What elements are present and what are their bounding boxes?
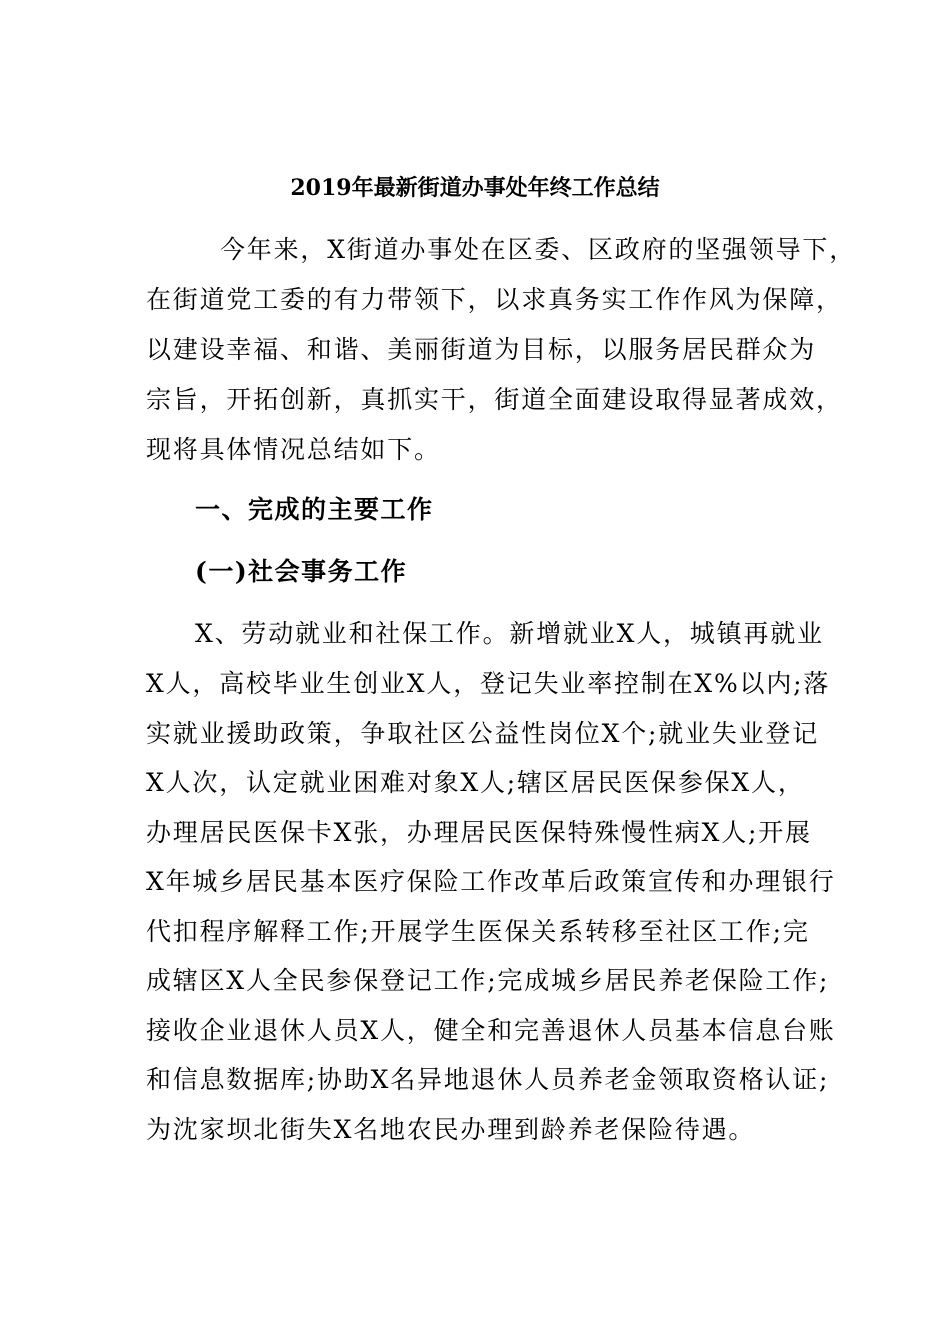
body-line: X、劳动就业和社保工作。新增就业X人，城镇再就业 <box>195 619 824 648</box>
document-title: 2019年最新街道办事处年终工作总结 <box>290 175 660 201</box>
section-heading: 一、完成的主要工作 <box>195 495 434 524</box>
intro-line: 宗旨，开拓创新，真抓实干，街道全面建设取得显著成效， <box>146 385 843 414</box>
body-line: 办理居民医保卡X张，办理居民医保特殊慢性病X人;开展 <box>146 818 812 847</box>
body-line: 和信息数据库;协助X名异地退休人员养老金领取资格认证; <box>146 1065 830 1094</box>
body-line: X年城乡居民基本医疗保险工作改革后政策宣传和办理银行 <box>146 867 836 896</box>
body-line: 为沈家坝北街失X名地农民办理到龄养老保险待遇。 <box>146 1115 756 1144</box>
body-line: 代扣程序解释工作;开展学生医保关系转移至社区工作;完 <box>146 917 810 946</box>
body-line: X人，高校毕业生创业X人，登记失业率控制在X%以内;落 <box>146 669 831 698</box>
body-line: 接收企业退休人员X人，健全和完善退休人员基本信息台账 <box>146 1016 836 1045</box>
body-line: 实就业援助政策，争取社区公益性岗位X个;就业失业登记 <box>146 719 820 748</box>
intro-line: 在街道党工委的有力带领下，以求真务实工作作风为保障， <box>146 285 843 314</box>
intro-line: 以建设幸福、和谐、美丽街道为目标，以服务居民群众为 <box>146 335 817 364</box>
intro-line: 现将具体情况总结如下。 <box>146 435 441 464</box>
subsection-heading: (一)社会事务工作 <box>195 557 408 586</box>
body-line: X人次，认定就业困难对象X人;辖区居民医保参保X人， <box>146 768 805 797</box>
body-line: 成辖区X人全民参保登记工作;完成城乡居民养老保险工作; <box>146 966 830 995</box>
intro-line: 今年来，X街道办事处在区委、区政府的坚强领导下， <box>220 235 856 264</box>
